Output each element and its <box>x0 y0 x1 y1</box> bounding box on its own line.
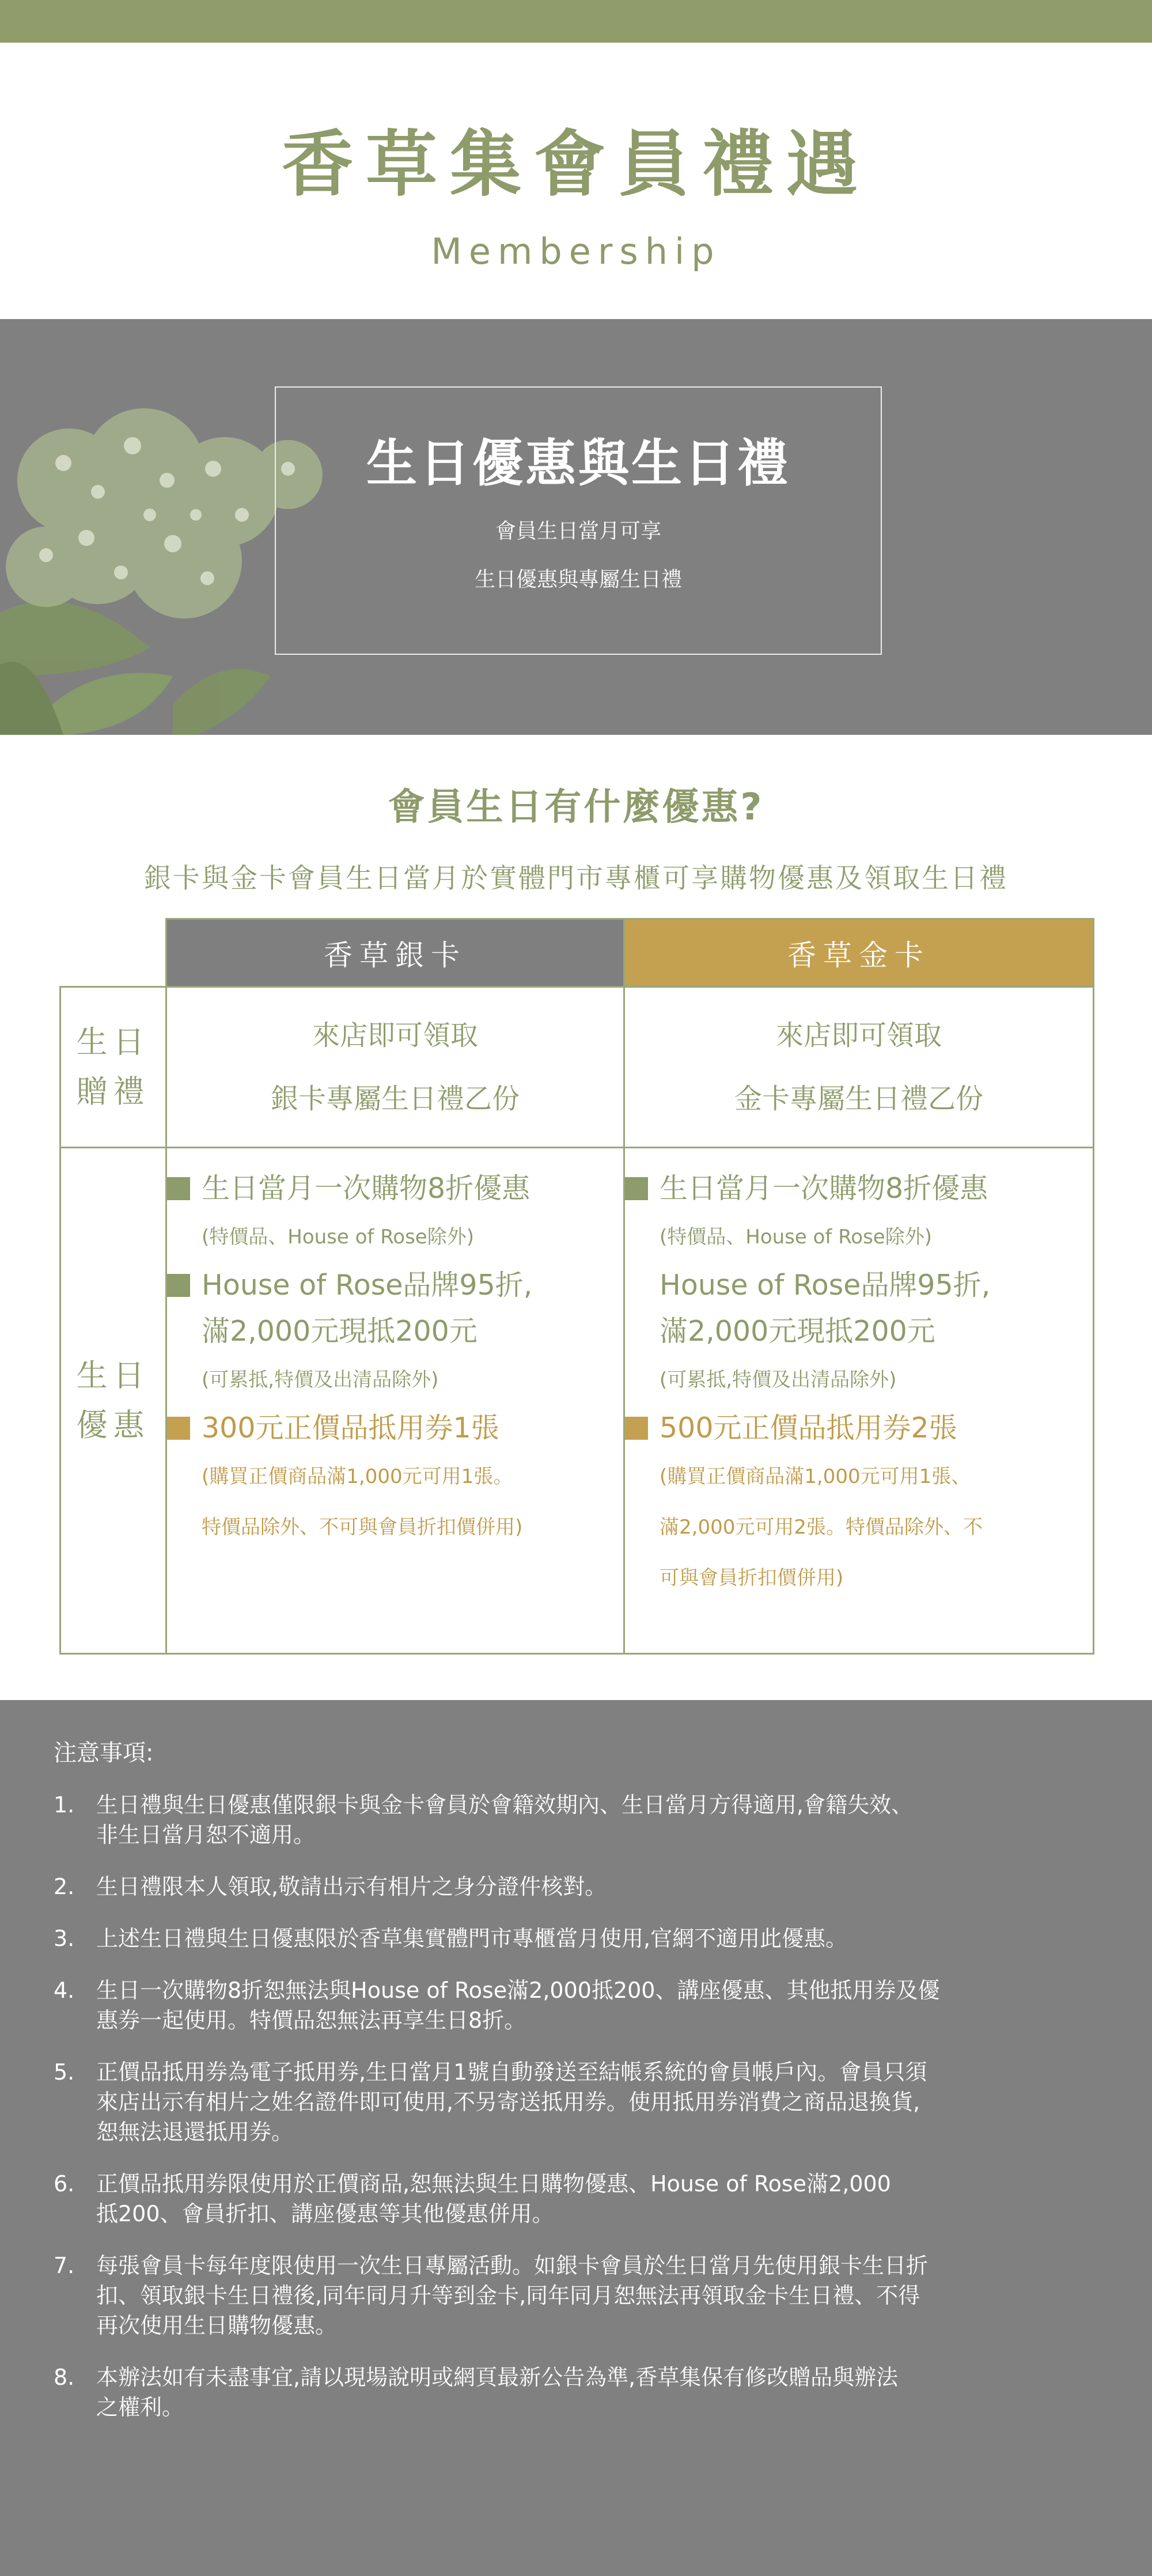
banner-frame <box>275 386 882 655</box>
notes-item <box>54 1975 1083 2035</box>
gold-item-3-note-1: (購買正價商品滿1,000元可用1張、 <box>660 1465 971 1488</box>
notes-item-line: 上述生日禮與生日優惠限於香草集實體門市專櫃當月使用,官網不適用此優惠。 <box>96 1926 848 1951</box>
square-bullet-icon <box>167 1177 190 1200</box>
square-bullet-icon <box>167 1274 190 1297</box>
gold-item-2-line-1: House of Rose品牌95折, <box>660 1269 991 1302</box>
notes-item-line: 生日禮限本人領取,敬請出示有相片之身分證件核對。 <box>96 1874 607 1899</box>
notes-item <box>54 2057 1083 2147</box>
page-header <box>0 43 1152 319</box>
square-bullet-icon <box>625 1417 648 1440</box>
notes-item <box>54 1924 1083 1953</box>
notes-item <box>54 2251 1083 2340</box>
gift-row-label-1: 生日 <box>76 1023 150 1060</box>
notes-item-line: 之權利。 <box>96 2395 184 2420</box>
gold-item-3 <box>625 1405 1093 1451</box>
notes-section <box>0 1700 1152 2576</box>
gold-item-1-note: (特價品、House of Rose除外) <box>660 1226 932 1249</box>
silver-item-3-note-2: 特價品除外、不可與會員折扣價併用) <box>202 1516 523 1539</box>
page-subtitle: Membership <box>431 230 721 272</box>
gold-gift-cell <box>624 987 1094 1148</box>
discount-row-label <box>60 1148 166 1654</box>
silver-gift-line-2: 銀卡專屬生日禮乙份 <box>270 1083 520 1115</box>
notes-item-line: 本辦法如有未盡事宜,請以現場說明或網頁最新公告為準,香草集保有修改贈品與辦法 <box>96 2365 899 2390</box>
notes-item <box>54 2362 1083 2422</box>
silver-item-1 <box>167 1166 623 1212</box>
gold-gift-line-1: 來店即可領取 <box>775 1019 942 1052</box>
notes-item-line: 正價品抵用券限使用於正價商品,恕無法與生日購物優惠、House of Rose滿2,000 <box>96 2171 891 2196</box>
question-subtitle: 銀卡與金卡會員生日當月於實體門市專櫃可享購物優惠及領取生日禮 <box>144 863 1008 894</box>
gold-item-1 <box>625 1166 1093 1212</box>
silver-item-3-text: 300元正價品抵用券1張 <box>202 1412 499 1444</box>
top-accent-bar <box>0 0 1152 43</box>
notes-item <box>54 1790 1083 1850</box>
silver-item-1-text: 生日當月一次購物8折優惠 <box>202 1172 530 1205</box>
notes-item-number: 2. <box>54 1874 75 1899</box>
notes-item-line: 抵200、會員折扣、講座優惠等其他優惠併用。 <box>96 2201 554 2226</box>
notes-item-number: 1. <box>54 1792 75 1818</box>
silver-item-2 <box>167 1262 623 1355</box>
notes-item-line: 每張會員卡每年度限使用一次生日專屬活動。如銀卡會員於生日當月先使用銀卡生日折 <box>96 2253 929 2278</box>
banner-line-2: 生日優惠與專屬生日禮 <box>474 568 682 591</box>
notes-item-line: 再次使用生日購物優惠。 <box>96 2313 338 2338</box>
notes-title: 注意事項: <box>54 1740 154 1766</box>
notes-item-number: 4. <box>54 1978 75 2003</box>
gold-item-2-note: (可累抵,特價及出清品除外) <box>660 1368 897 1391</box>
gift-row-label <box>60 987 166 1148</box>
gold-item-2-line-2: 滿2,000元現抵200元 <box>660 1315 935 1348</box>
notes-list <box>54 1790 1083 2422</box>
notes-item <box>54 1872 1083 1902</box>
benefits-table <box>59 918 1094 1655</box>
silver-item-3-note-1: (購買正價商品滿1,000元可用1張。 <box>202 1465 513 1488</box>
silver-item-1-note: (特價品、House of Rose除外) <box>202 1226 474 1249</box>
silver-card-header: 香草銀卡 <box>166 919 624 987</box>
silver-item-2-note: (可累抵,特價及出清品除外) <box>202 1368 439 1391</box>
notes-item-line: 生日一次購物8折恕無法與House of Rose滿2,000抵200、講座優惠、其他抵用券及優 <box>96 1978 940 2003</box>
gold-gift-line-2: 金卡專屬生日禮乙份 <box>734 1083 983 1115</box>
banner-line-1: 會員生日當月可享 <box>495 519 661 543</box>
discount-row-label-2: 優惠 <box>76 1407 150 1443</box>
notes-item-number: 6. <box>54 2171 75 2196</box>
gold-item-3-note-3: 可與會員折扣價併用) <box>660 1566 844 1589</box>
gold-card-header: 香草金卡 <box>624 919 1094 987</box>
silver-item-2-line-2: 滿2,000元現抵200元 <box>202 1315 478 1348</box>
gold-item-3-text: 500元正價品抵用券2張 <box>660 1412 957 1444</box>
notes-item-number: 7. <box>54 2253 75 2278</box>
square-bullet-icon <box>167 1417 190 1440</box>
notes-item-line: 非生日當月恕不適用。 <box>96 1822 316 1847</box>
table-header-row <box>60 919 1094 987</box>
gift-row <box>60 987 1094 1148</box>
notes-item-line: 正價品抵用券為電子抵用券,生日當月1號自動發送至結帳系統的會員帳戶內。會員只須 <box>96 2059 927 2085</box>
table-corner <box>60 919 166 987</box>
silver-gift-cell <box>166 987 624 1148</box>
notes-item-number: 5. <box>54 2059 75 2085</box>
notes-item-line: 惠券一起使用。特價品恕無法再享生日8折。 <box>96 2008 526 2033</box>
gold-discount-cell <box>624 1148 1094 1654</box>
silver-item-2-line-1: House of Rose品牌95折, <box>202 1269 533 1302</box>
discount-row-label-1: 生日 <box>76 1357 150 1394</box>
silver-gift-line-1: 來店即可領取 <box>312 1019 478 1052</box>
banner-title: 生日優惠與生日禮 <box>366 434 790 493</box>
gold-item-1-text: 生日當月一次購物8折優惠 <box>660 1172 988 1205</box>
silver-item-3 <box>167 1405 623 1451</box>
notes-item-line: 生日禮與生日優惠僅限銀卡與金卡會員於會籍效期內、生日當月方得適用,會籍失效、 <box>96 1792 914 1818</box>
notes-item-number: 8. <box>54 2365 75 2390</box>
notes-item-number: 3. <box>54 1926 75 1951</box>
notes-item-line: 扣、領取銀卡生日禮後,同年同月升等到金卡,同年同月恕無法再領取金卡生日禮、不得 <box>96 2283 920 2308</box>
gold-item-2 <box>625 1262 1093 1355</box>
notes-item <box>54 2169 1083 2229</box>
square-bullet-icon <box>625 1177 648 1200</box>
silver-discount-cell <box>166 1148 624 1654</box>
notes-item-line: 恕無法退還抵用券。 <box>96 2119 294 2145</box>
notes-item-line: 來店出示有相片之姓名證件即可使用,不另寄送抵用券。使用抵用券消費之商品退換貨, <box>96 2089 920 2115</box>
discount-row <box>60 1148 1094 1654</box>
birthday-banner <box>0 319 1152 735</box>
gift-row-label-2: 贈禮 <box>76 1073 150 1110</box>
question-title: 會員生日有什麼優惠? <box>388 786 764 829</box>
page-title: 香草集會員禮遇 <box>281 123 870 206</box>
question-section <box>0 735 1152 892</box>
gold-item-3-note-2: 滿2,000元可用2張。特價品除外、不 <box>660 1516 983 1539</box>
